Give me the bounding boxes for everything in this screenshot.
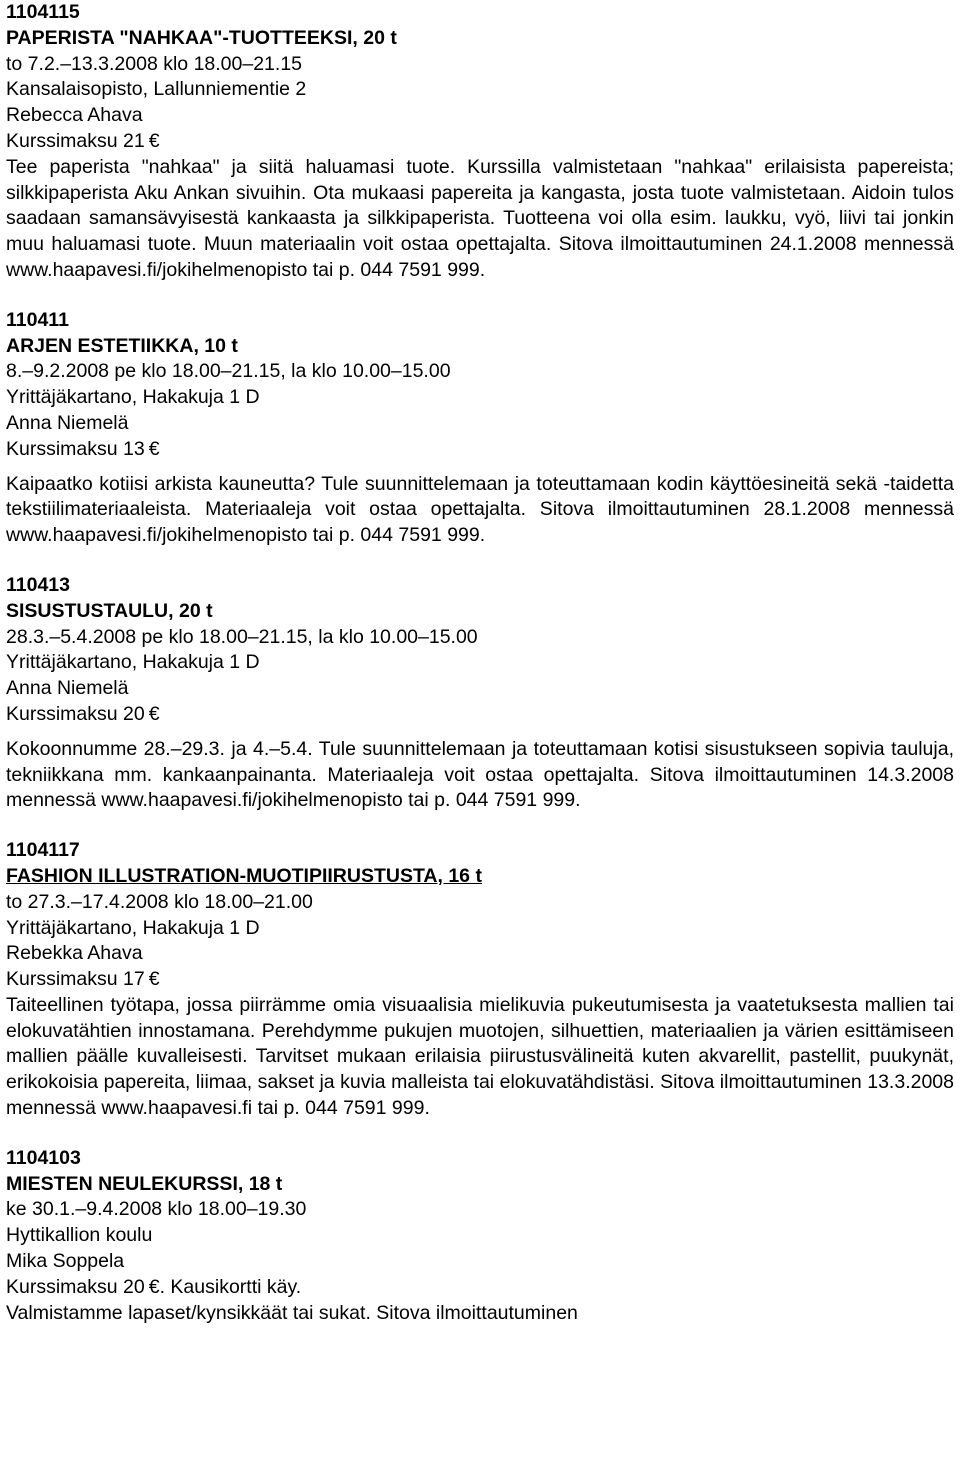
spacer (6, 1122, 954, 1146)
spacer (6, 549, 954, 573)
course-location: Hyttikallion koulu (6, 1224, 153, 1247)
course-location: Yrittäjäkartano, Hakakuja 1 D (6, 386, 260, 409)
course-fee (6, 702, 954, 728)
course-code: 110411 (6, 308, 69, 331)
fee-label: Kurssimaksu 17 (6, 968, 145, 991)
fee-label: Kurssimaksu 13 (6, 437, 145, 460)
course-schedule: to 27.3.–17.4.2008 klo 18.00–21.00 (6, 890, 313, 913)
course-110413 (6, 573, 954, 814)
course-fee (6, 1275, 954, 1301)
course-fee (6, 129, 954, 155)
course-description: Kaipaatko kotiisi arkista kauneutta? Tule suunnittelemaan ja toteuttamaan kodin käyttöesineitä sekä -taidetta tekstiilimateriaaleista. Materiaaleja voit ostaa opettajalta. Sitova ilmoittautuminen 28.1.2008 mennessä www.haapavesi.fi/jokihelmenopisto tai p. 044 7591 999. (6, 472, 954, 547)
course-schedule: 8.–9.2.2008 pe klo 18.00–21.15, la klo 10.00–15.00 (6, 360, 451, 383)
course-teacher: Rebecca Ahava (6, 104, 143, 127)
course-110411 (6, 308, 954, 549)
course-teacher: Anna Niemelä (6, 677, 129, 700)
course-title: MIESTEN NEULEKURSSI, 18 t (6, 1172, 283, 1195)
course-teacher: Mika Soppela (6, 1250, 125, 1273)
course-description: Tee paperista "nahkaa" ja siitä haluamasi tuote. Kurssilla valmistetaan "nahkaa" erilaisista papereista; silkkipaperista Aku Ankan sivuihin. Ota mukaasi papereita ja kangasta, josta tuote valmistetaan. Aidoin tulos saadaan samansävyisestä kankaasta ja silkkipaperista. Tuotteena voi olla esim. laukku, vyö, liivi tai jonkin muu haluamasi tuote. Muun materiaalin voit ostaa opettajalta. Sitova ilmoittautuminen 24.1.2008 mennessä www.haapavesi.fi/jokihelmenopisto tai p. 044 7591 999. (6, 155, 954, 281)
fee-label: Kurssimaksu 21 (6, 129, 145, 152)
course-code: 1104117 (6, 839, 80, 862)
course-1104115 (6, 0, 954, 284)
course-location: Kansalaisopisto, Lallunniementie 2 (6, 78, 307, 101)
course-teacher: Rebekka Ahava (6, 942, 143, 965)
course-location: Yrittäjäkartano, Hakakuja 1 D (6, 651, 260, 674)
course-description: Kokoonnumme 28.–29.3. ja 4.–5.4. Tule suunnittelemaan ja toteuttamaan kotisi sisustukseen sopivia tauluja, tekniikkana mm. kankaanpainanta. Materiaaleja voit ostaa opettajalta. Sitova ilmoittautuminen 14.3.2008 mennessä www.haapavesi.fi/jokihelmenopisto tai p. 044 7591 999. (6, 737, 954, 812)
spacer (6, 284, 954, 308)
course-schedule: ke 30.1.–9.4.2008 klo 18.00–19.30 (6, 1198, 307, 1221)
course-description: Taiteellinen työtapa, jossa piirrämme omia visuaalisia mielikuvia pukeutumisesta ja vaatetuksesta mallien tai elokuvatähtien innostamana. Perehdymme pukujen muotojen, silhuettien, materiaalien ja värien esittämiseen mallien päälle kuvalleisesti. Tarvitset mukaan erilaisia piirustusvälineitä kuten akvarellit, pastellit, puukynät, erikokoisia papereita, liimaa, sakset ja kuvia malleista tai elokuvatähdistäsi. Sitova ilmoittautuminen 13.3.2008 mennessä www.haapavesi.fi tai p. 044 7591 999. (6, 993, 954, 1120)
euro-icon: € (148, 968, 160, 991)
euro-icon: € (148, 129, 160, 152)
spacer (6, 814, 954, 838)
euro-icon: € (148, 702, 160, 725)
course-code: 1104103 (6, 1146, 81, 1169)
course-1104117 (6, 838, 954, 1122)
course-schedule: 28.3.–5.4.2008 pe klo 18.00–21.15, la klo 10.00–15.00 (6, 625, 478, 648)
course-code: 110413 (6, 573, 70, 596)
course-teacher: Anna Niemelä (6, 411, 129, 434)
fee-label: Kurssimaksu 20 (6, 1275, 145, 1298)
fee-suffix: . Kausikortti käy. (159, 1275, 302, 1298)
course-fee (6, 437, 954, 463)
euro-icon: € (148, 1275, 160, 1298)
course-1104103 (6, 1146, 954, 1327)
course-title: SISUSTUSTAULU, 20 t (6, 599, 213, 622)
course-schedule: to 7.2.–13.3.2008 klo 18.00–21.15 (6, 52, 303, 75)
course-title: PAPERISTA "NAHKAA"-TUOTTEEKSI, 20 t (6, 26, 397, 49)
course-description: Valmistamme lapaset/kynsikkäät tai sukat. Sitova ilmoittautuminen (6, 1301, 578, 1324)
course-title: ARJEN ESTETIIKKA, 10 t (6, 334, 238, 357)
course-title: FASHION ILLUSTRATION-MUOTIPIIRUSTUSTA, 16 t (6, 864, 482, 887)
euro-icon: € (148, 437, 160, 460)
course-fee (6, 967, 954, 993)
course-code: 1104115 (6, 1, 80, 23)
fee-label: Kurssimaksu 20 (6, 702, 145, 725)
course-location: Yrittäjäkartano, Hakakuja 1 D (6, 916, 260, 939)
